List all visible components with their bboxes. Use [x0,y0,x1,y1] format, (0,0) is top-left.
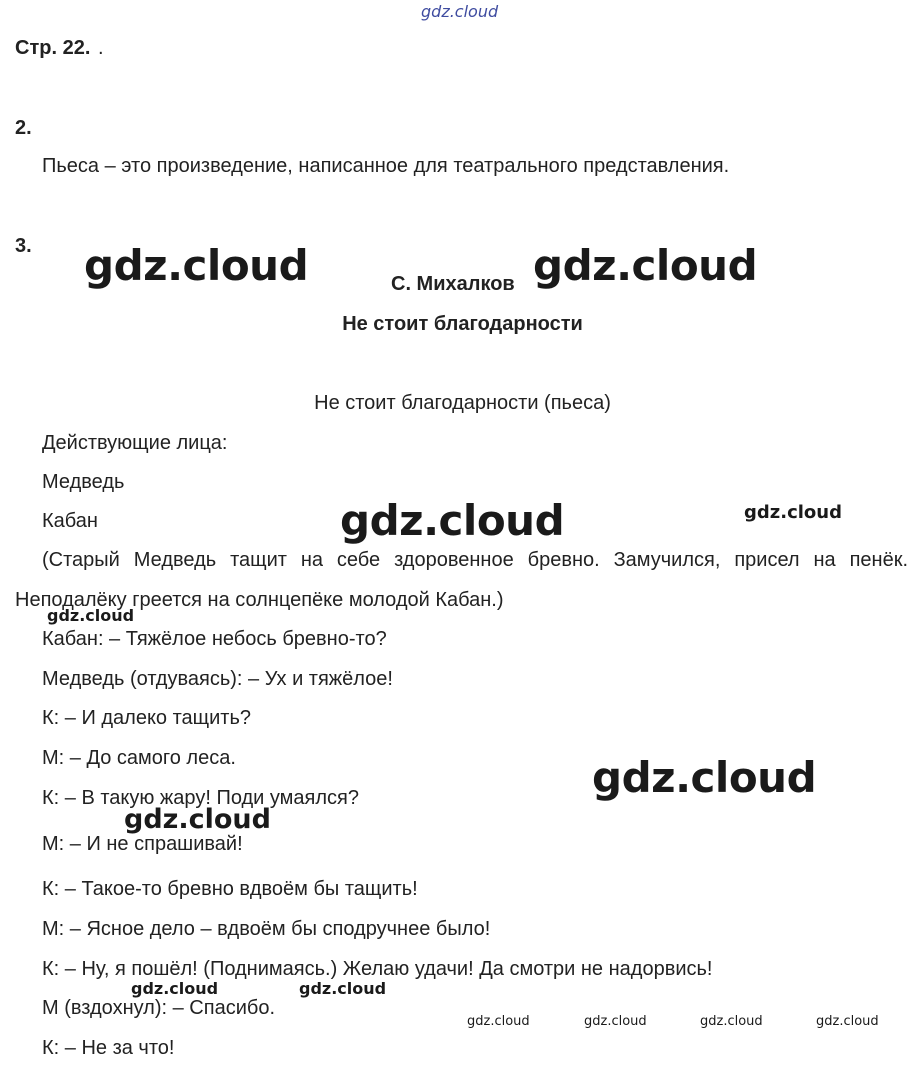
watermark: gdz.cloud [700,1014,763,1029]
author-name: С. Михалков [391,273,515,295]
dialogue-line: К: – Такое-то бревно вдвоём бы тащить! [42,878,418,900]
dialogue-line: Кабан: – Тяжёлое небось бревно-то? [42,628,387,650]
dialogue-line: Медведь (отдуваясь): – Ух и тяжёлое! [42,668,393,690]
page-label-text: Стр. 22. [15,37,91,59]
dialogue-line: М: – До самого леса. [42,747,236,769]
watermark: gdz.cloud [744,502,842,523]
dialogue-line: К: – В такую жару! Поди умаялся? [42,787,360,809]
watermark: gdz.cloud [592,753,817,802]
dialogue-line: К: – Ну, я пошёл! (Поднимаясь.) Желаю удачи! Да смотри не надорвись! [42,958,713,980]
dialogue-line: М: – И не спрашивай! [42,833,243,855]
watermark-top: gdz.cloud [421,2,499,21]
play-subtitle: Не стоит благодарности (пьеса) [314,392,611,414]
dialogue-line: К: – Не за что! [42,1037,175,1059]
task3-number: 3. [15,235,32,257]
watermark: gdz.cloud [124,804,271,835]
characters-heading: Действующие лица: [42,432,228,454]
character-bear: Медведь [42,471,125,493]
watermark: gdz.cloud [533,241,758,290]
dialogue-line: М (вздохнул): – Спасибо. [42,997,276,1019]
watermark: gdz.cloud [131,979,219,998]
watermark: gdz.cloud [340,496,565,545]
character-boar: Кабан [42,510,98,532]
dialogue-line: М: – Ясное дело – вдвоём бы сподручнее было! [42,918,491,940]
task2-text: Пьеса – это произведение, написанное для театрального представления. [42,155,730,177]
watermark: gdz.cloud [467,1014,530,1029]
watermark: gdz.cloud [47,606,135,625]
watermark: gdz.cloud [84,241,309,290]
task2-number: 2. [15,117,32,139]
dialogue-line: К: – И далеко тащить? [42,707,252,729]
watermark: gdz.cloud [299,979,387,998]
watermark: gdz.cloud [584,1014,647,1029]
page-label-dot: . [97,37,104,59]
watermark: gdz.cloud [816,1014,879,1029]
page-label [15,36,104,60]
play-title: Не стоит благодарности [342,313,583,335]
stage-direction: (Старый Медведь тащит на себе здоровенное бревно. Замучился, присел на пенёк. Неподалёку греется на солнцепёке молодой Кабан.) [15,549,908,611]
